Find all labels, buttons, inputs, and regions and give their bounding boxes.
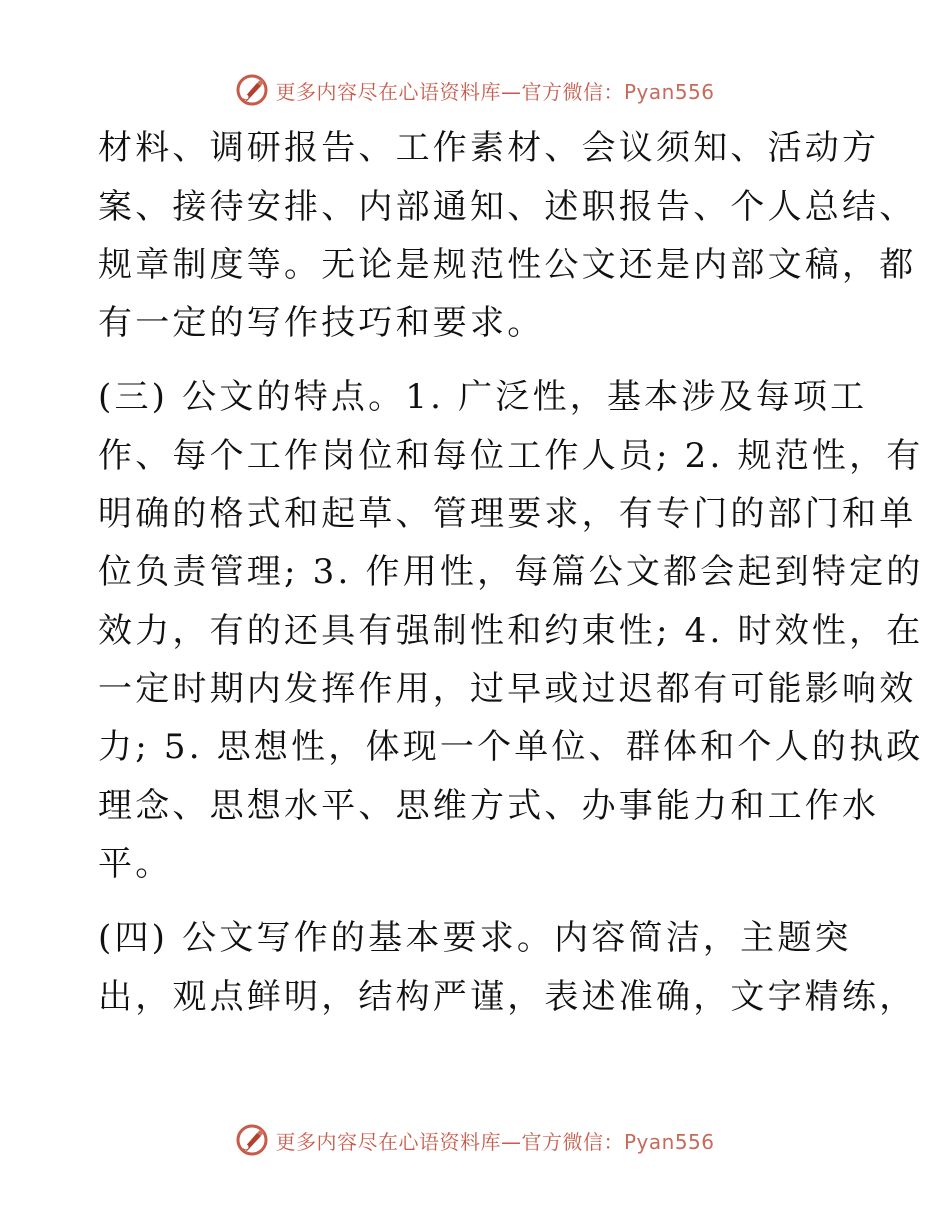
watermark-id: Pyan556 xyxy=(623,1129,715,1154)
watermark-text xyxy=(275,1126,714,1155)
watermark-id: Pyan556 xyxy=(623,79,715,104)
body-line: 理念、思想水平、思维方式、办事能力和工作水 xyxy=(98,786,880,826)
body-line: 规章制度等。无论是规范性公文还是内部文稿，都 xyxy=(98,245,917,285)
body-line: 材料、调研报告、工作素材、会议须知、活动方 xyxy=(98,128,880,168)
watermark-label: 更多内容尽在心语资料库—官方微信： xyxy=(275,1129,624,1154)
body-line: (三) 公文的特点。1. 广泛性，基本涉及每项工 xyxy=(98,377,868,417)
watermark-label: 更多内容尽在心语资料库—官方微信： xyxy=(275,79,624,104)
body-line: 作、每个工作岗位和每位工作人员; 2. 规范性，有 xyxy=(98,436,924,476)
body-line: 明确的格式和起草、管理要求，有专门的部门和单 xyxy=(98,494,917,534)
header-watermark xyxy=(0,70,950,110)
body-line: 力; 5. 思想性，体现一个单位、群体和个人的执政 xyxy=(98,727,924,767)
watermark-text xyxy=(275,76,714,105)
body-line: 出，观点鲜明，结构严谨，表述准确，文字精练， xyxy=(98,977,917,1017)
body-line: 案、接待安排、内部通知、述职报告、个人总结、 xyxy=(98,187,917,227)
pen-circle-logo-icon xyxy=(235,1123,269,1157)
body-line: 位负责管理; 3. 作用性，每篇公文都会起到特定的 xyxy=(98,552,924,592)
body-line: 平。 xyxy=(98,844,173,884)
body-line: 效力，有的还具有强制性和约束性; 4. 时效性，在 xyxy=(98,611,924,651)
pen-circle-logo-icon xyxy=(235,73,269,107)
body-line: (四) 公文写作的基本要求。内容简洁，主题突 xyxy=(98,918,852,958)
body-line: 一定时期内发挥作用，过早或过迟都有可能影响效 xyxy=(98,669,917,709)
footer-watermark xyxy=(0,1120,950,1160)
body-line: 有一定的写作技巧和要求。 xyxy=(98,303,545,343)
